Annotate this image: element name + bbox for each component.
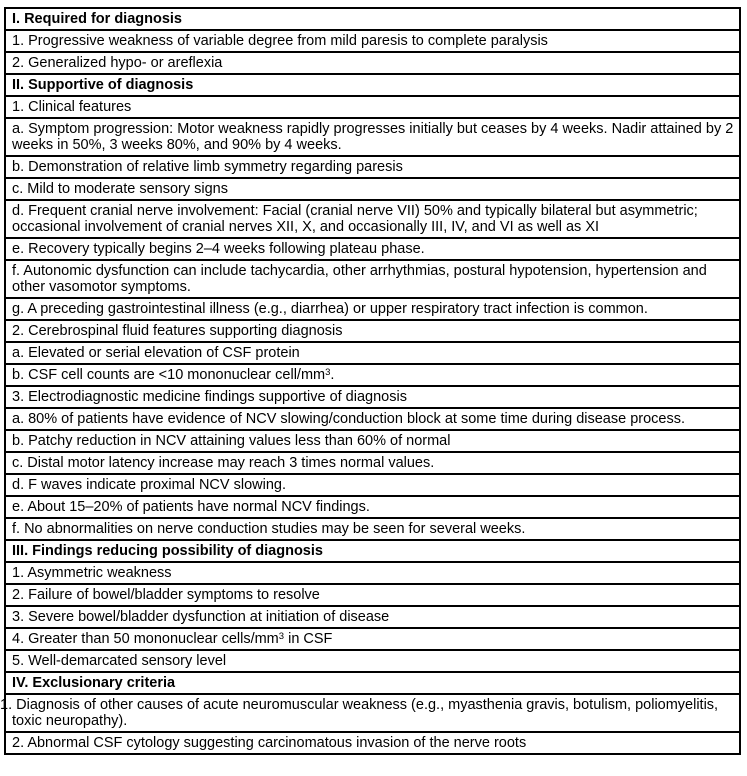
section-header-cell [5, 74, 740, 96]
criteria-text: b. CSF cell counts are <10 mononuclear cell/mm [12, 367, 326, 383]
criteria-row [5, 694, 740, 732]
criteria-row [5, 200, 740, 238]
criteria-row [5, 298, 740, 320]
criteria-text: 1. Progressive weakness of variable degree from mild paresis to complete paralysis [12, 33, 548, 49]
criteria-text: a. 80% of patients have evidence of NCV slowing/conduction block at some time during disease process. [12, 411, 686, 427]
criteria-row [5, 584, 740, 606]
criteria-cell [5, 650, 740, 672]
criteria-text: . [330, 367, 335, 383]
criteria-row [5, 364, 740, 386]
criteria-text: c. Mild to moderate sensory signs [12, 181, 228, 197]
criteria-cell [5, 298, 740, 320]
criteria-cell [5, 52, 740, 74]
criteria-text: e. About 15–20% of patients have normal NCV findings. [12, 499, 370, 515]
criteria-row [5, 732, 740, 754]
criteria-text: d. F waves indicate proximal NCV slowing. [12, 477, 286, 493]
criteria-cell [5, 518, 740, 540]
criteria-text: IV. Exclusionary criteria [12, 675, 176, 691]
criteria-row [5, 562, 740, 584]
criteria-table-body [0, 8, 740, 754]
criteria-cell [5, 342, 740, 364]
criteria-text: f. No abnormalities on nerve conduction studies may be seen for several weeks. [12, 521, 526, 537]
criteria-cell [5, 628, 740, 650]
section-header-row [5, 672, 740, 694]
criteria-cell [5, 260, 740, 298]
criteria-cell [5, 732, 740, 754]
criteria-cell [5, 156, 740, 178]
criteria-text: b. Demonstration of relative limb symmetry regarding paresis [12, 159, 403, 175]
section-header-row [5, 8, 740, 30]
criteria-row [5, 30, 740, 52]
criteria-text: 2. Abnormal CSF cytology suggesting carcinomatous invasion of the nerve roots [12, 735, 527, 751]
section-header-cell [5, 8, 740, 30]
criteria-row [5, 408, 740, 430]
criteria-text: b. Patchy reduction in NCV attaining values less than 60% of normal [12, 433, 451, 449]
criteria-row [5, 156, 740, 178]
criteria-text: g. A preceding gastrointestinal illness (e.g., diarrhea) or upper respiratory tract infection is common. [12, 301, 648, 317]
criteria-row [5, 430, 740, 452]
criteria-text: a. Elevated or serial elevation of CSF protein [12, 345, 300, 361]
criteria-row [5, 474, 740, 496]
criteria-text: II. Supportive of diagnosis [12, 77, 194, 93]
criteria-text: 1. Clinical features [12, 99, 132, 115]
criteria-row [5, 496, 740, 518]
criteria-text: 1. Asymmetric weakness [12, 565, 172, 581]
criteria-row [5, 518, 740, 540]
criteria-text: 2. Cerebrospinal fluid features supporting diagnosis [12, 323, 343, 339]
criteria-cell [5, 200, 740, 238]
superscript-text: 3 [278, 631, 285, 642]
criteria-cell [5, 496, 740, 518]
section-header-row [5, 74, 740, 96]
criteria-cell [5, 364, 740, 386]
criteria-row [5, 650, 740, 672]
criteria-cell [5, 96, 740, 118]
criteria-cell [5, 238, 740, 260]
criteria-text: a. Symptom progression: Motor weakness rapidly progresses initially but ceases by 4 weeks. Nadir attained by 2 weeks in 50%, 3 weeks 80%, and 90% by 4 weeks. [12, 121, 734, 153]
criteria-cell [5, 178, 740, 200]
criteria-row [5, 342, 740, 364]
criteria-cell [5, 408, 740, 430]
criteria-text: 5. Well-demarcated sensory level [12, 653, 227, 669]
criteria-text: I. Required for diagnosis [12, 11, 182, 27]
criteria-row [5, 606, 740, 628]
criteria-row [5, 320, 740, 342]
criteria-text: e. Recovery typically begins 2–4 weeks following plateau phase. [12, 241, 425, 257]
criteria-text: 2. Generalized hypo- or areflexia [12, 55, 223, 71]
criteria-row [5, 96, 740, 118]
criteria-row [5, 452, 740, 474]
criteria-text: d. Frequent cranial nerve involvement: Facial (cranial nerve VII) 50% and typically bilateral but asymmetric; occasional involvement of cranial nerves XII, X, and occasionally III, IV, and VI as well as XI [12, 203, 698, 235]
criteria-cell [5, 30, 740, 52]
criteria-cell [5, 386, 740, 408]
criteria-row [5, 238, 740, 260]
criteria-cell [0, 694, 740, 732]
criteria-cell [5, 584, 740, 606]
criteria-cell [5, 562, 740, 584]
criteria-text: 1. Diagnosis of other causes of acute neuromuscular weakness (e.g., myasthenia gravis, botulism, poliomyelitis, toxic neuropathy). [0, 697, 719, 729]
diagnostic-criteria-table [0, 7, 741, 755]
criteria-text: 3. Severe bowel/bladder dysfunction at initiation of disease [12, 609, 390, 625]
criteria-row [5, 260, 740, 298]
criteria-cell [5, 430, 740, 452]
criteria-text: III. Findings reducing possibility of diagnosis [12, 543, 323, 559]
criteria-row [5, 386, 740, 408]
criteria-text: 2. Failure of bowel/bladder symptoms to resolve [12, 587, 320, 603]
superscript-text: 3 [325, 367, 331, 378]
criteria-cell [5, 474, 740, 496]
criteria-cell [5, 118, 740, 156]
criteria-cell [5, 320, 740, 342]
section-header-row [5, 540, 740, 562]
criteria-text: in CSF [284, 631, 333, 647]
criteria-row [5, 118, 740, 156]
section-header-cell [5, 540, 740, 562]
criteria-cell [5, 606, 740, 628]
criteria-cell [5, 452, 740, 474]
criteria-text: 3. Electrodiagnostic medicine findings supportive of diagnosis [12, 389, 407, 405]
criteria-row [5, 52, 740, 74]
criteria-text: f. Autonomic dysfunction can include tachycardia, other arrhythmias, postural hypotension, hypertension and other vasomotor symptoms. [12, 263, 707, 295]
criteria-text: 4. Greater than 50 mononuclear cells/mm [12, 631, 279, 647]
criteria-text: c. Distal motor latency increase may reach 3 times normal values. [12, 455, 435, 471]
section-header-cell [5, 672, 740, 694]
criteria-row [5, 628, 740, 650]
criteria-row [5, 178, 740, 200]
